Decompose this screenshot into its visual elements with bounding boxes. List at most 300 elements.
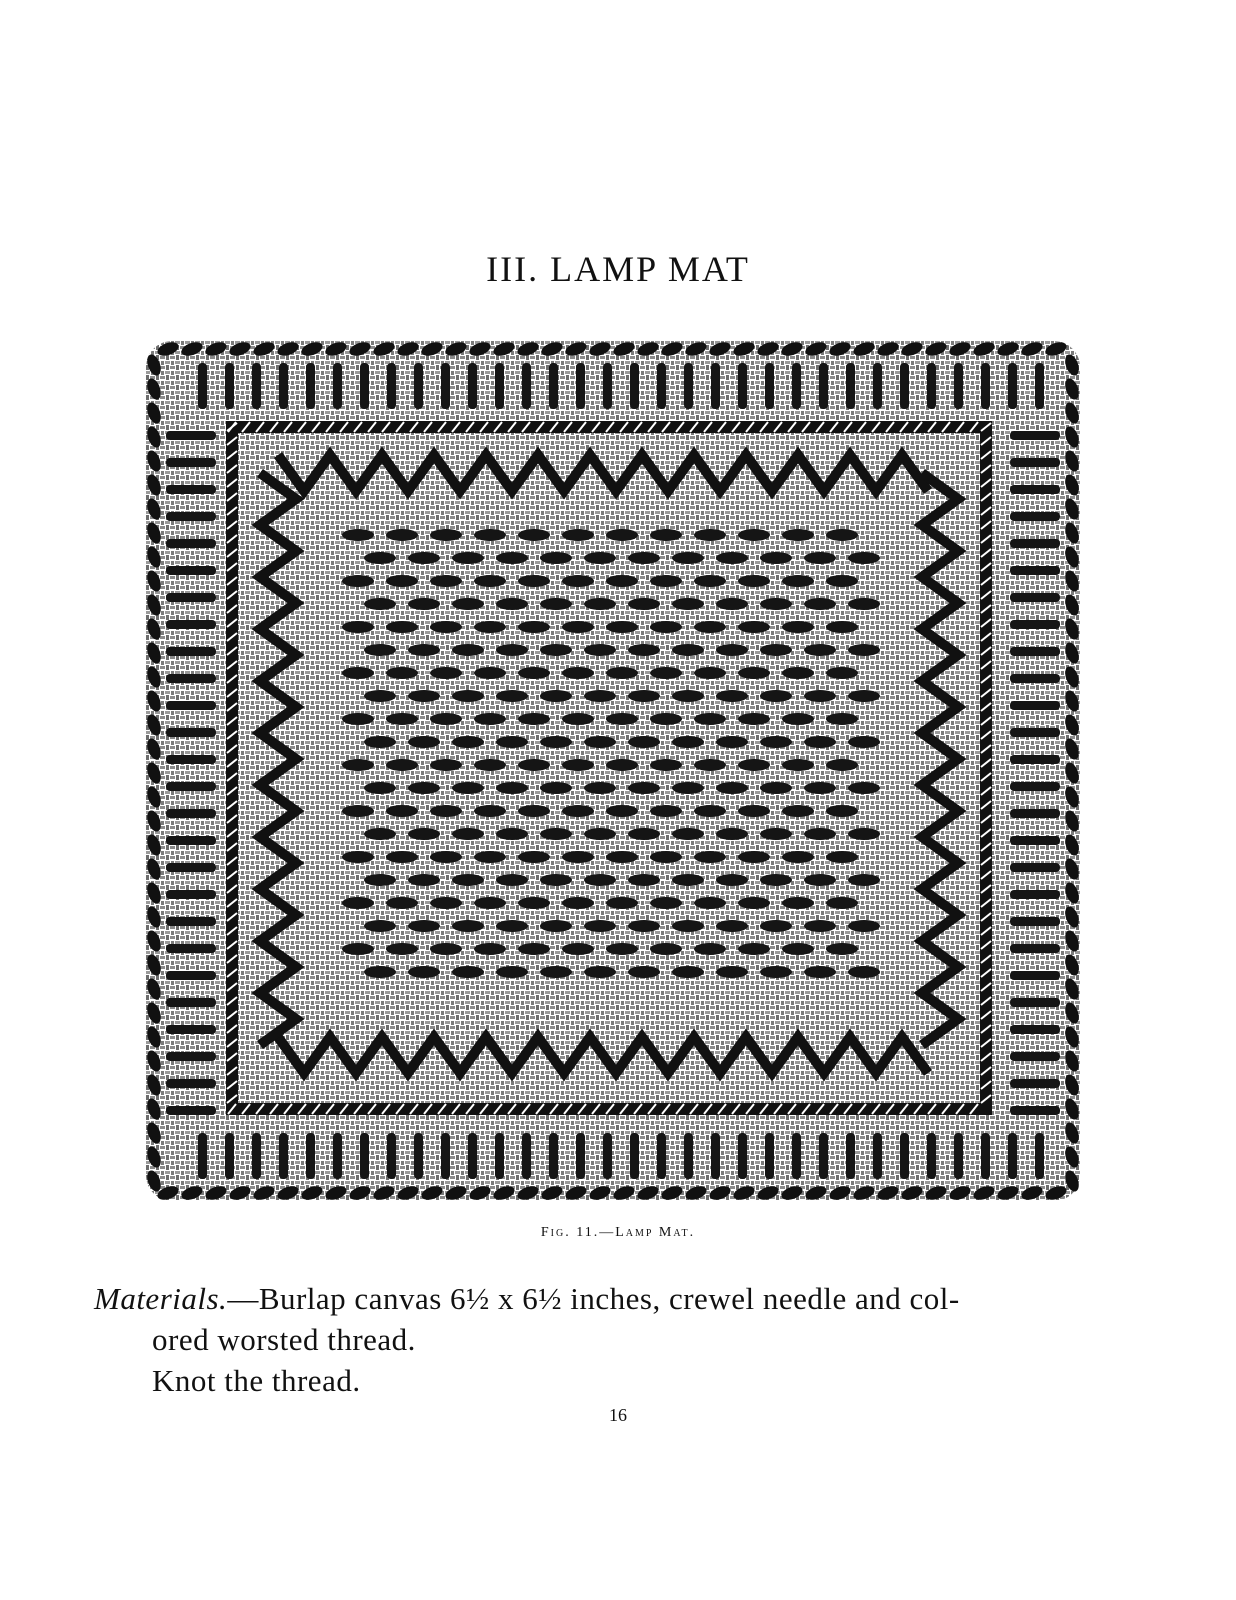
darning-stitch [430,805,462,817]
border-stitch [166,728,216,737]
darning-stitch [672,552,704,564]
border-stitch [166,1052,216,1061]
darning-stitch [650,851,682,863]
darning-stitch [716,598,748,610]
border-stitch [441,363,450,409]
darning-stitch [672,920,704,932]
darning-stitch [430,621,462,633]
darning-stitch [364,736,396,748]
darning-stitch [474,943,506,955]
border-stitch [1010,971,1060,980]
darning-stitch [738,851,770,863]
darning-stitch [628,644,660,656]
border-stitch [684,363,693,409]
darning-stitch [694,851,726,863]
border-stitch [981,1133,990,1179]
border-stitch [166,809,216,818]
darning-stitch [474,805,506,817]
darning-stitch [672,966,704,978]
darning-stitch [342,851,374,863]
darning-stitch [628,690,660,702]
darning-stitch [430,575,462,587]
darning-stitch [540,920,572,932]
darning-stitch [672,690,704,702]
darning-stitch [364,966,396,978]
border-stitch [657,1133,666,1179]
darning-stitch [496,690,528,702]
darning-stitch [386,759,418,771]
darning-stitch [606,713,638,725]
border-stitch [279,363,288,409]
darning-stitch [540,736,572,748]
border-stitch [603,363,612,409]
darning-stitch [408,782,440,794]
darning-stitch [386,805,418,817]
darning-stitch [650,805,682,817]
darning-stitch [518,805,550,817]
darning-stitch [804,552,836,564]
border-stitch [495,1133,504,1179]
materials-line-1 [94,1278,1150,1319]
darning-stitch [672,782,704,794]
darning-stitch [584,782,616,794]
border-stitch [1010,620,1060,629]
darning-stitch [716,552,748,564]
darning-stitch [430,897,462,909]
darning-stitch [342,805,374,817]
darning-stitch [452,920,484,932]
border-stitch [711,1133,720,1179]
border-stitch [252,1133,261,1179]
darning-stitch [760,644,792,656]
darning-stitch [672,644,704,656]
darning-stitch [672,874,704,886]
border-stitch [387,1133,396,1179]
border-stitch [927,363,936,409]
darning-stitch [826,759,858,771]
border-stitch [468,1133,477,1179]
border-stitch [225,363,234,409]
darning-stitch [738,713,770,725]
border-stitch [1010,458,1060,467]
darning-stitch [848,874,880,886]
border-stitch [306,1133,315,1179]
darning-stitch [606,621,638,633]
darning-stitch [760,966,792,978]
border-stitch [166,890,216,899]
darning-stitch [584,690,616,702]
darning-stitch [606,575,638,587]
instruction-line: Knot the thread. [152,1363,361,1398]
darning-stitch [628,920,660,932]
darning-stitch [738,805,770,817]
darning-stitch [364,552,396,564]
darning-stitch [606,529,638,541]
border-stitch [414,363,423,409]
darning-stitch [408,828,440,840]
darning-stitch [430,667,462,679]
border-stitch [333,363,342,409]
darning-stitch [782,851,814,863]
border-stitch [225,1133,234,1179]
darning-stitch [628,598,660,610]
darning-stitch [760,736,792,748]
darning-stitch [364,874,396,886]
darning-stitch [760,782,792,794]
darning-stitch [342,897,374,909]
darning-stitch [562,759,594,771]
darning-stitch [804,828,836,840]
darning-stitch [760,552,792,564]
darning-stitch [694,667,726,679]
darning-stitch [408,598,440,610]
darning-stitch [804,736,836,748]
border-stitch [549,363,558,409]
darning-stitch [738,759,770,771]
darning-stitch [848,782,880,794]
darning-stitch [826,529,858,541]
darning-stitch [540,644,572,656]
darning-stitch [650,621,682,633]
border-stitch [1010,809,1060,818]
darning-stitch [474,621,506,633]
border-stitch [1010,890,1060,899]
border-stitch [279,1133,288,1179]
border-stitch [738,1133,747,1179]
darning-stitch-field [340,521,880,1001]
border-stitch [1010,782,1060,791]
border-stitch [549,1133,558,1179]
border-stitch [166,647,216,656]
darning-stitch [518,943,550,955]
darning-stitch [650,713,682,725]
darning-stitch [606,943,638,955]
darning-stitch [518,575,550,587]
darning-stitch [386,529,418,541]
darning-stitch [606,805,638,817]
darning-stitch [562,529,594,541]
darning-stitch [342,667,374,679]
darning-stitch [518,621,550,633]
materials-line-1-text: —Burlap canvas 6½ x 6½ inches, crewel needle and col- [227,1281,960,1316]
border-stitch [630,363,639,409]
darning-stitch [628,828,660,840]
darning-stitch [804,644,836,656]
darning-stitch [826,851,858,863]
darning-stitch [606,851,638,863]
darning-stitch [408,920,440,932]
border-stitch [360,1133,369,1179]
darning-stitch [650,667,682,679]
border-stitch [166,917,216,926]
darning-stitch [540,966,572,978]
border-stitch [1010,431,1060,440]
darning-stitch [408,644,440,656]
darning-stitch [716,782,748,794]
darning-stitch [782,759,814,771]
darning-stitch [386,851,418,863]
darning-stitch [650,759,682,771]
border-stitch [1010,836,1060,845]
border-stitch [1008,1133,1017,1179]
darning-stitch [760,690,792,702]
border-stitch [522,363,531,409]
darning-stitch [452,644,484,656]
darning-stitch [342,621,374,633]
border-stitch [792,363,801,409]
darning-stitch [694,713,726,725]
darning-stitch [364,782,396,794]
border-stitch [1010,755,1060,764]
darning-stitch [716,874,748,886]
border-stitch [166,701,216,710]
darning-stitch [452,874,484,886]
border-stitch [1010,863,1060,872]
darning-stitch [782,713,814,725]
darning-stitch [826,713,858,725]
darning-stitch [584,598,616,610]
darning-stitch [452,966,484,978]
darning-stitch [430,529,462,541]
darning-stitch [782,575,814,587]
materials-line-2: ored worsted thread. [152,1322,416,1357]
darning-stitch [848,690,880,702]
darning-stitch [386,713,418,725]
border-stitch [333,1133,342,1179]
border-stitch [1010,701,1060,710]
darning-stitch [848,644,880,656]
darning-stitch [672,736,704,748]
border-stitch [576,1133,585,1179]
darning-stitch [364,598,396,610]
darning-stitch [628,874,660,886]
darning-stitch [628,736,660,748]
darning-stitch [386,575,418,587]
darning-stitch [408,552,440,564]
darning-stitch [474,575,506,587]
border-stitch [981,363,990,409]
darning-stitch [738,575,770,587]
darning-stitch [342,943,374,955]
darning-stitch [496,966,528,978]
darning-stitch [804,690,836,702]
border-stitch [166,863,216,872]
border-stitch [927,1133,936,1179]
border-stitch [576,363,585,409]
darning-stitch [496,552,528,564]
darning-stitch [848,552,880,564]
darning-stitch [518,851,550,863]
border-stitch [1010,1052,1060,1061]
darning-stitch [650,897,682,909]
darning-stitch [584,920,616,932]
darning-stitch [342,529,374,541]
darning-stitch [738,897,770,909]
border-stitch [765,363,774,409]
darning-stitch [342,575,374,587]
border-stitch [441,1133,450,1179]
darning-stitch [540,552,572,564]
border-stitch [657,363,666,409]
darning-stitch [408,874,440,886]
darning-stitch [496,828,528,840]
darning-stitch [826,575,858,587]
border-stitch [1010,512,1060,521]
border-stitch [1008,363,1017,409]
border-stitch [306,363,315,409]
darning-stitch [452,736,484,748]
darning-stitch [804,782,836,794]
border-stitch [792,1133,801,1179]
border-stitch [166,431,216,440]
darning-stitch [496,644,528,656]
darning-stitch [650,529,682,541]
border-stitch [738,363,747,409]
border-stitch [954,1133,963,1179]
darning-stitch [496,920,528,932]
darning-stitch [738,667,770,679]
darning-stitch [584,874,616,886]
border-stitch [166,944,216,953]
border-stitch [1010,944,1060,953]
border-stitch [1010,1025,1060,1034]
darning-stitch [474,667,506,679]
darning-stitch [782,805,814,817]
darning-stitch [760,920,792,932]
border-stitch [495,363,504,409]
border-stitch [1010,566,1060,575]
border-stitch [166,593,216,602]
darning-stitch [694,621,726,633]
darning-stitch [386,621,418,633]
darning-stitch [408,966,440,978]
darning-stitch [826,897,858,909]
border-stitch [166,539,216,548]
darning-stitch [584,552,616,564]
darning-stitch [650,943,682,955]
darning-stitch [738,943,770,955]
border-stitch [1010,1079,1060,1088]
page-title: III. LAMP MAT [486,249,750,289]
figure-caption: Fig. 11.—Lamp Mat. [540,1225,696,1240]
darning-stitch [606,897,638,909]
darning-stitch [452,782,484,794]
border-stitch [900,1133,909,1179]
border-stitch [166,1106,216,1115]
border-stitch [1010,1106,1060,1115]
darning-stitch [760,598,792,610]
darning-stitch [540,828,572,840]
border-stitch [1010,539,1060,548]
darning-stitch [342,713,374,725]
darning-stitch [760,828,792,840]
border-stitch [873,1133,882,1179]
darning-stitch [628,966,660,978]
darning-stitch [496,736,528,748]
darning-stitch [386,897,418,909]
darning-stitch [694,529,726,541]
darning-stitch [584,736,616,748]
border-stitch [819,1133,828,1179]
border-stitch [198,363,207,409]
border-stitch [166,971,216,980]
border-stitch [1010,674,1060,683]
border-stitch [630,1133,639,1179]
darning-stitch [804,920,836,932]
darning-stitch [804,966,836,978]
darning-stitch [826,805,858,817]
border-stitch [873,363,882,409]
darning-stitch [782,529,814,541]
border-stitch [166,755,216,764]
darning-stitch [430,851,462,863]
darning-stitch [738,529,770,541]
darning-stitch [804,598,836,610]
darning-stitch [716,644,748,656]
darning-stitch [848,966,880,978]
darning-stitch [738,621,770,633]
darning-stitch [848,920,880,932]
darning-stitch [474,897,506,909]
darning-stitch [452,552,484,564]
border-stitch [1010,485,1060,494]
darning-stitch [474,851,506,863]
darning-stitch [540,782,572,794]
darning-stitch [584,644,616,656]
darning-stitch [606,759,638,771]
border-stitch [468,363,477,409]
darning-stitch [584,828,616,840]
darning-stitch [606,667,638,679]
border-stitch [414,1133,423,1179]
darning-stitch [496,782,528,794]
border-stitch [166,620,216,629]
darning-stitch [694,805,726,817]
border-stitch [387,363,396,409]
darning-stitch [716,736,748,748]
darning-stitch [716,966,748,978]
border-stitch [166,512,216,521]
darning-stitch [848,598,880,610]
darning-stitch [518,713,550,725]
darning-stitch [342,759,374,771]
darning-stitch [452,828,484,840]
border-stitch [166,1079,216,1088]
border-stitch [166,1025,216,1034]
border-stitch [166,836,216,845]
border-stitch [846,363,855,409]
darning-stitch [386,943,418,955]
border-stitch [846,1133,855,1179]
darning-stitch [628,782,660,794]
darning-stitch [782,943,814,955]
darning-stitch [562,943,594,955]
materials-paragraph [94,1278,1150,1401]
darning-stitch [430,713,462,725]
border-stitch [765,1133,774,1179]
darning-stitch [650,575,682,587]
darning-stitch [694,897,726,909]
darning-stitch [716,828,748,840]
darning-stitch [540,874,572,886]
border-stitch [900,363,909,409]
darning-stitch [364,920,396,932]
darning-stitch [562,621,594,633]
darning-stitch [518,667,550,679]
page-number: 16 [609,1405,627,1425]
darning-stitch [562,667,594,679]
materials-label: Materials. [94,1281,228,1316]
